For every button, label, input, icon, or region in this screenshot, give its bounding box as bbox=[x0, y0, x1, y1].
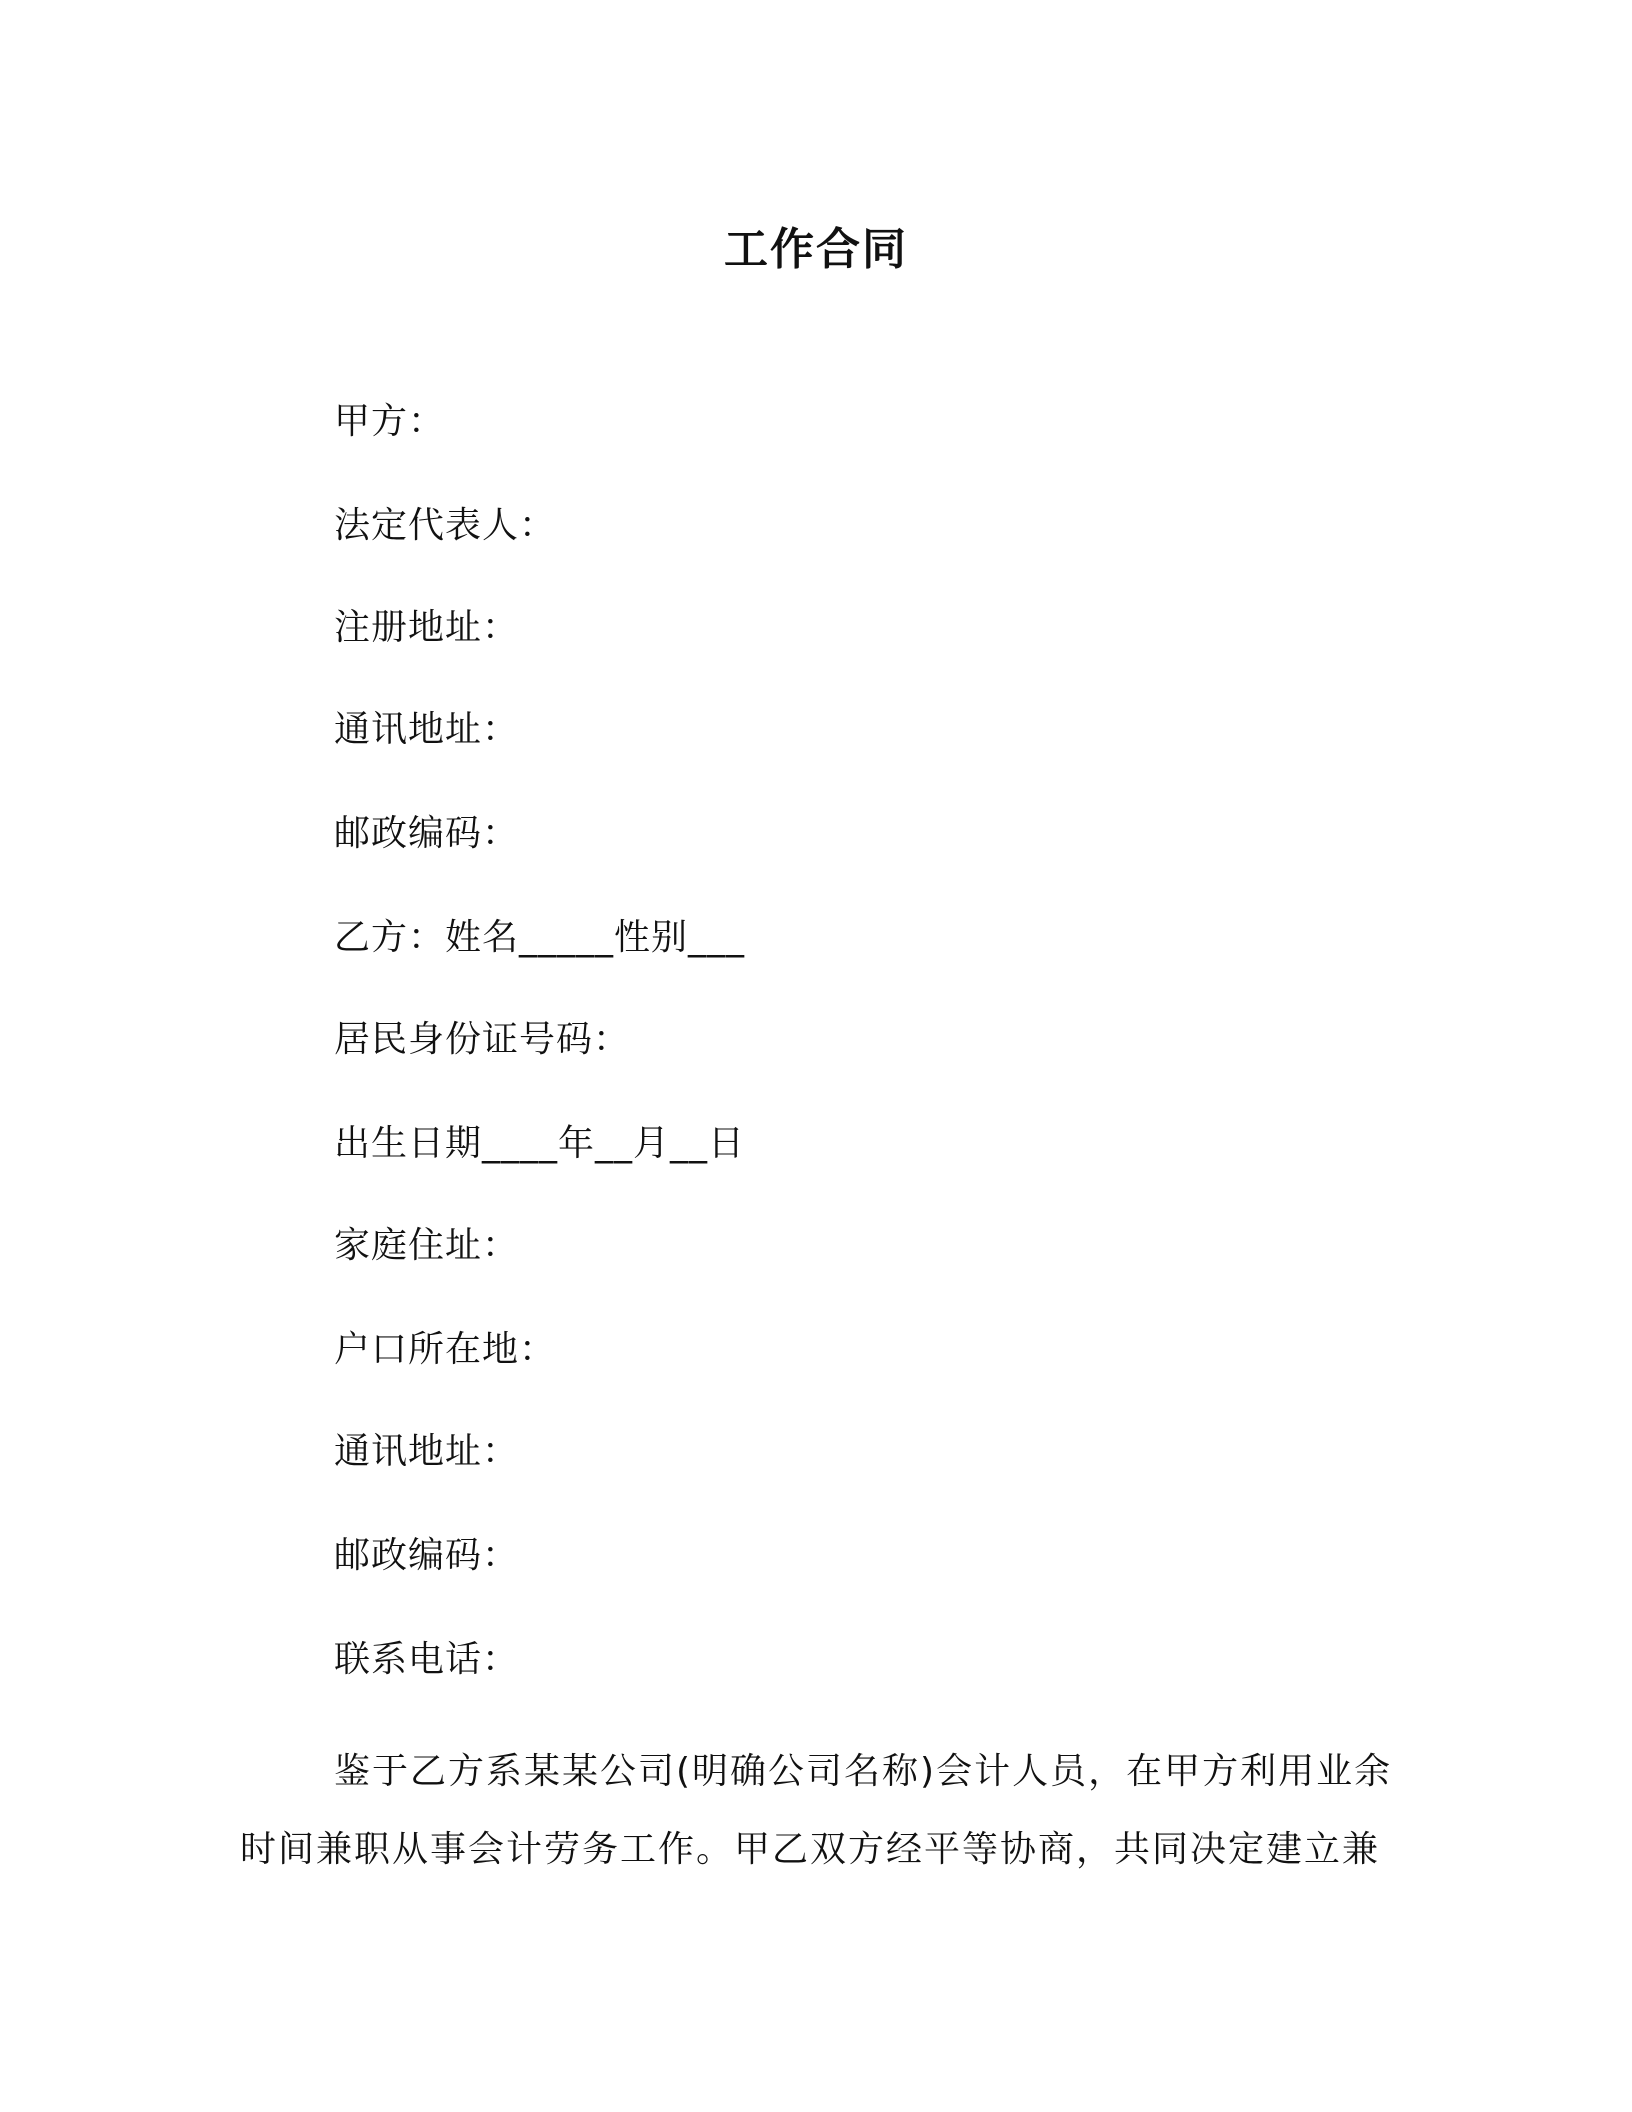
field-birth-date: 出生日期____年__月__日 bbox=[334, 1123, 746, 1164]
body-paragraph-line-2: 时间兼职从事会计劳务工作。甲乙双方经平等协商，共同决定建立兼 bbox=[240, 1829, 1381, 1870]
field-home-address: 家庭住址： bbox=[334, 1225, 520, 1266]
field-legal-representative: 法定代表人： bbox=[334, 505, 557, 546]
field-household-registration: 户口所在地： bbox=[334, 1329, 557, 1370]
field-postal-code-b: 邮政编码： bbox=[334, 1535, 520, 1576]
field-id-number: 居民身份证号码： bbox=[334, 1019, 631, 1060]
field-mailing-address-a: 通讯地址： bbox=[334, 709, 520, 750]
field-party-b: 乙方：姓名_____性别___ bbox=[334, 917, 746, 958]
field-contact-phone: 联系电话： bbox=[334, 1639, 520, 1680]
document-title: 工作合同 bbox=[724, 224, 908, 275]
field-registered-address: 注册地址： bbox=[334, 607, 520, 648]
field-mailing-address-b: 通讯地址： bbox=[334, 1431, 520, 1472]
field-postal-code-a: 邮政编码： bbox=[334, 813, 520, 854]
body-paragraph-line-1: 鉴于乙方系某某公司(明确公司名称)会计人员，在甲方利用业余 bbox=[334, 1751, 1393, 1792]
field-party-a: 甲方： bbox=[334, 401, 446, 442]
